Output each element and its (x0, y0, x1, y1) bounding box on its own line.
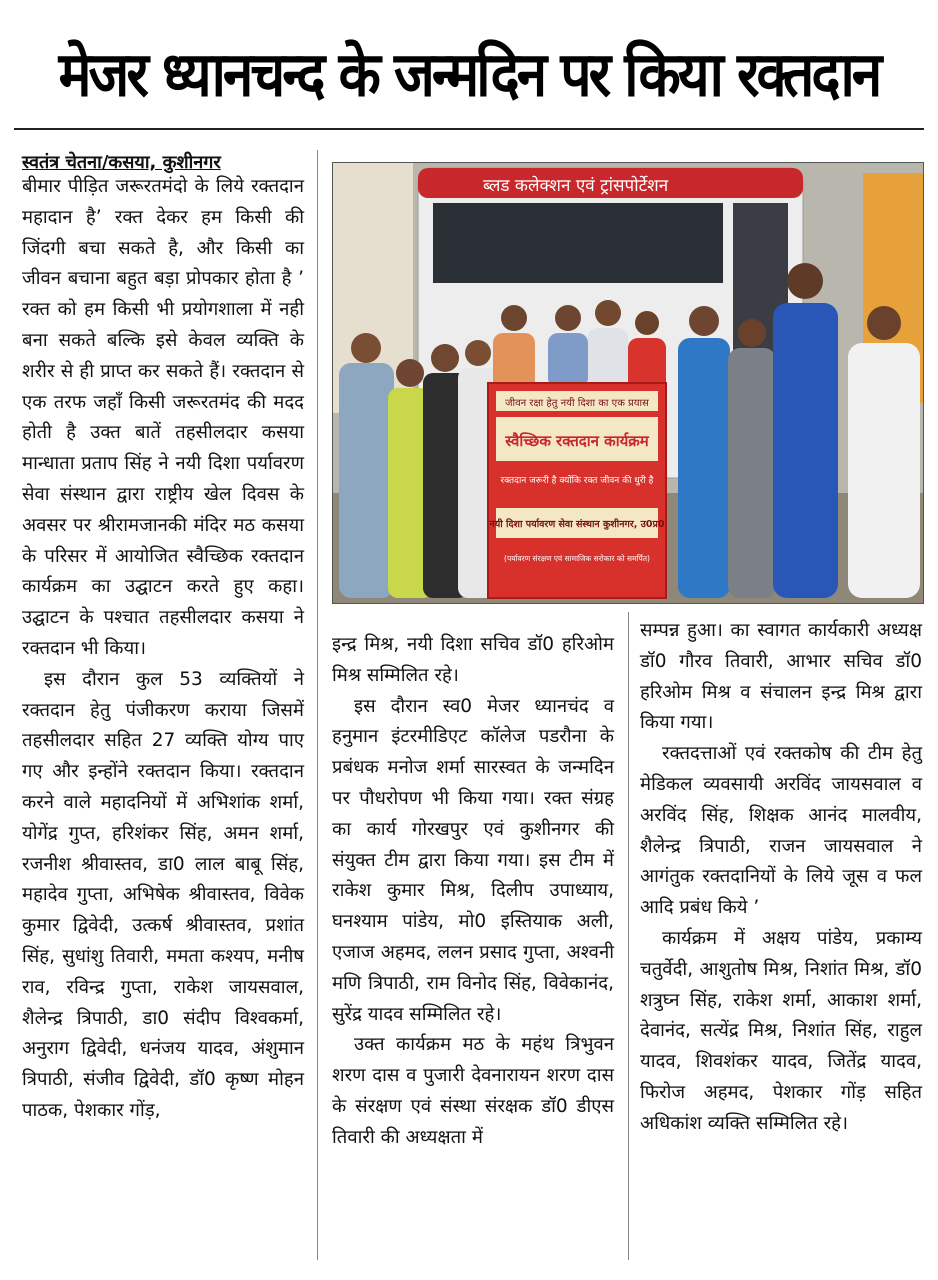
paragraph: कार्यक्रम में अक्षय पांडेय, प्रकाम्य चतुर्वेदी, आशुतोष मिश्र, निशांत मिश्र, डॉ0 शत्रुघ्न सिंह, राकेश शर्मा, आकाश शर्मा, देवानंद, सत्येंद्र मिश्र, निशांत सिंह, राहुल यादव, शिवशंकर यादव, जितेंद्र यादव, फिरोज अहमद, पेशकार गोंड़ सहित अधिकांश व्यक्ति सम्मिलित रहे। (640, 927, 922, 1134)
person-head (738, 319, 766, 347)
person-head (595, 300, 621, 326)
event-photo (332, 162, 924, 604)
person-head (689, 306, 719, 336)
person (728, 348, 776, 598)
photo-illustration (333, 163, 923, 603)
paragraph: उक्त कार्यक्रम मठ के महंथ त्रिभुवन शरण दास व पुजारी देवनारायन शरण दास के संरक्षण एवं संस्था संरक्षक डॉ0 डीएस तिवारी की अध्यक्षता में (332, 1034, 614, 1148)
article-column-2 (332, 630, 614, 1154)
paragraph: सम्पन्न हुआ। का स्वागत कार्यकारी अध्यक्ष डॉ0 गौरव तिवारी, आभार सचिव डॉ0 हरिओम मिश्र व संचालन इन्द्र मिश्र द्वारा किया गया। (640, 620, 922, 734)
person (773, 303, 838, 598)
article-column-1 (22, 172, 304, 1127)
person (339, 363, 394, 598)
person-head (635, 311, 659, 335)
paragraph: बीमार पीड़ित जरूरतमंदो के लिये रक्तदान महादान है’ रक्त देकर हम किसी की जिंदगी बचा सकते है, और किसी का जीवन बचाना बहुत बड़ा प्रोपकार होता है ’ रक्त को हम किसी भी प्रयोगशाला में नही बना सकते बल्कि इसे केवल व्यक्ति के शरीर से ही प्राप्त कर सकते हैं। रक्तदान से एक तरफ जहाँ किसी जरूरतमंद की मदद होती है उक्त बातें तहसीलदार कसया मान्धाता प्रताप सिंह ने नयी दिशा पर्यावरण सेवा संस्थान द्वारा राष्ट्रीय खेल दिवस के अवसर पर श्रीरामजानकी मंदिर मठ कसया के परिसर में आयोजित स्वैच्छिक रक्तदान कार्यक्रम का उद्घाटन करते हुए कहा। उद्घाटन के पश्चात तहसीलदार कसया ने रक्तदान भी किया। (22, 176, 304, 659)
column-divider (628, 612, 629, 1260)
column-divider (317, 150, 318, 1260)
bus-window (433, 203, 723, 283)
person-head (431, 344, 459, 372)
paragraph: इन्द्र मिश्र, नयी दिशा सचिव डॉ0 हरिओम मिश्र सम्मिलित रहे। (332, 634, 614, 686)
dateline: स्वतंत्र चेतना/कसया, कुशीनगर (22, 152, 221, 173)
person-head (555, 305, 581, 331)
person (848, 343, 920, 598)
person-head (396, 359, 424, 387)
person-head (787, 263, 823, 299)
banner (488, 383, 666, 598)
banner-foot: (पर्यावरण संरक्षण एवं सामाजिक सरोकार को समर्पित) (504, 554, 650, 563)
banner-background (488, 383, 666, 598)
bus-text: ब्लड कलेक्शन एवं ट्रांसपोर्टेशन (483, 176, 669, 196)
person (678, 338, 730, 598)
paragraph: इस दौरान कुल 53 व्यक्तियों ने रक्तदान हेतु पंजीकरण कराया जिसमें तहसीलदार सहित 27 व्यक्ति योग्य पाए गए और इन्होंने रक्तदान किया। रक्तदान करने वाले महादनियों में अभिशांक शर्मा, योगेंद्र गुप्त, हरिशंकर सिंह, अमन शर्मा, रजनीश श्रीवास्तव, डा0 लाल बाबू सिंह, महादेव गुप्ता, अभिषेक श्रीवास्तव, विवेक कुमार द्विवेदी, उत्कर्ष श्रीवास्तव, प्रशांत सिंह, सुधांशु तिवारी, ममता कश्यप, मनीष राव, रविन्द्र गुप्ता, राकेश जायसवाल, शैलेन्द्र त्रिपाठी, डा0 संदीप विश्वकर्मा, अनुराग द्विवेदी, धनंजय यादव, अंशुमान त्रिपाठी, संजीव द्विवेदी, डॉ0 कृष्ण मोहन पाठक, पेशकार गोंड़, (22, 668, 304, 1121)
banner-top-text: जीवन रक्षा हेतु नयी दिशा का एक प्रयास (505, 398, 649, 409)
headline: मेजर ध्यानचन्द के जन्मदिन पर किया रक्तदान (58, 38, 880, 110)
person-head (867, 306, 901, 340)
banner-subtitle: रक्तदान जरूरी है क्योंकि रक्त जीवन की धुरी है (500, 476, 654, 486)
banner-title: स्वैच्छिक रक्तदान कार्यक्रम (505, 432, 649, 450)
article-column-3 (640, 616, 922, 1140)
person-head (351, 333, 381, 363)
person (548, 333, 588, 388)
person-head (501, 305, 527, 331)
headline-rule (14, 128, 924, 130)
banner-org: नयी दिशा पर्यावरण सेवा संस्थान कुशीनगर, उ0प्र0 (489, 519, 665, 530)
person-head (465, 340, 491, 366)
paragraph: रक्तदत्ताओं एवं रक्तकोष की टीम हेतु मेडिकल व्यवसायी अरविंद जायसवाल व अरविंद सिंह, शिक्षक आनंद मालवीय, शैलेन्द्र त्रिपाठी, राजन जायसवाल ने आगंतुक रक्तदानियों के लिये जूस व फल आदि प्रबंध किये ’ (640, 743, 922, 919)
person (588, 328, 628, 388)
paragraph: इस दौरान स्व0 मेजर ध्यानचंद व हनुमान इंटरमीडिएट कॉलेज पडरौना के प्रबंधक मनोज शर्मा सारस्वत के जन्मदिन पर पौधरोपण भी किया गया। रक्त संग्रह का कार्य गोरखपुर एवं कुशीनगर की संयुक्त टीम द्वारा किया गया। इस टीम में राकेश कुमार मिश्र, दिलीप उपाध्याय, घनश्याम पांडेय, मो0 इस्तियाक अली, एजाज अहमद, ललन प्रसाद गुप्ता, अश्वनी मणि त्रिपाठी, राम विनोद सिंह, विवेकानंद, सुरेंद्र यादव सम्मिलित रहे। (332, 695, 614, 1025)
